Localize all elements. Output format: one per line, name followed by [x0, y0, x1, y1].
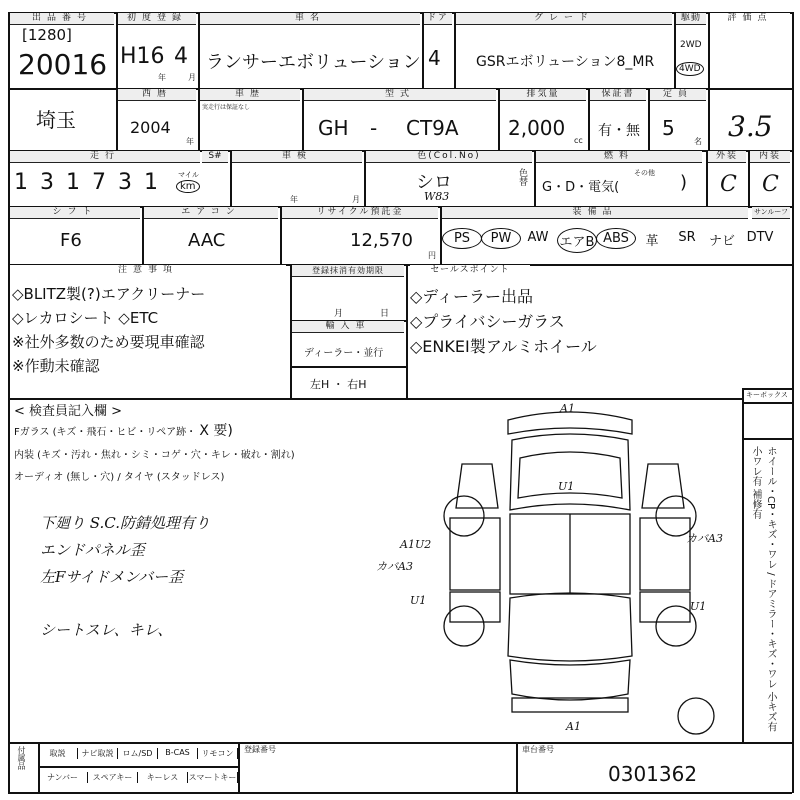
expiry-label: 登録抹消有効期限: [292, 265, 404, 277]
shaken-month-unit: 月: [352, 195, 360, 204]
caution-label: 注意事項: [10, 265, 286, 276]
displacement-label: 排気量: [500, 89, 586, 101]
damage-mark: A1U2: [400, 538, 432, 551]
displacement: 2,000: [508, 116, 566, 140]
damage-mark: A1: [560, 402, 575, 415]
prefecture: 埼玉: [36, 108, 76, 132]
grade-label: グレード: [456, 13, 672, 25]
sunroof-label: サンルーフ: [752, 207, 790, 219]
grade: GSRエボリューション8_MR: [476, 54, 655, 70]
sales-list: [410, 284, 597, 359]
model-label: 型式: [304, 89, 496, 101]
fuel-close: ): [680, 172, 688, 193]
border: [8, 792, 792, 794]
drive-4wd: 4WD: [676, 62, 704, 76]
caution-list: [12, 282, 205, 378]
sales-item: ◇プライバシーガラス: [410, 312, 565, 331]
month-unit: 月: [188, 73, 196, 82]
mileage-digit: 3: [40, 170, 54, 195]
border: [648, 88, 650, 150]
rating-score: 3.5: [728, 110, 773, 143]
border: [792, 12, 794, 793]
color-label: 色(Col.No): [366, 151, 532, 163]
inspector-title: < 検査員記入欄 >: [14, 404, 123, 419]
acc-top-row: [38, 748, 238, 759]
int-grade: C: [762, 172, 779, 197]
lot-label: 出品番号: [10, 13, 114, 25]
model-dash: -: [370, 116, 378, 140]
border: [116, 12, 118, 88]
accessory-item: ロム/SD: [118, 748, 158, 759]
sales-label: セールスポイント: [410, 265, 530, 276]
equipment-list: [442, 220, 792, 264]
color: シロ: [416, 172, 452, 193]
accessory-item: ナンバー: [38, 772, 88, 783]
equipment-item: 革: [645, 234, 659, 249]
border: [142, 206, 144, 264]
border: [516, 742, 518, 792]
equipment-item: PW: [481, 228, 521, 249]
border: [290, 366, 406, 368]
yen-unit: 円: [428, 251, 436, 260]
acc-bottom-row: [38, 772, 238, 783]
border: [748, 150, 750, 206]
equipment-item: ナビ: [708, 234, 735, 249]
ac: AAC: [188, 230, 226, 251]
handwritten-note: 左Fサイドメンバー歪: [40, 568, 184, 586]
shaken-year-unit: 年: [290, 195, 298, 204]
mileage-digit: 1: [144, 170, 158, 195]
handwritten-note: 下廻り S.C.防錆処理有り: [40, 514, 210, 532]
mileage-digit: 1: [66, 170, 80, 195]
capacity: 5: [662, 116, 675, 140]
equip-label: 装備品: [442, 207, 748, 219]
mileage-digit: 3: [118, 170, 132, 195]
equipment-item: SR: [678, 230, 696, 245]
caution-item: ※社外多数のため要現車確認: [12, 333, 205, 351]
drive-2wd: 2WD: [680, 40, 702, 50]
fuel: G・D・電気(: [542, 180, 620, 195]
lot-number: 20016: [18, 48, 108, 81]
recycle: 12,570: [350, 230, 413, 251]
shift-label: シフト: [10, 207, 140, 219]
color-change: 色替: [517, 168, 527, 186]
border: [498, 88, 500, 150]
accessory-item: 取説: [38, 748, 78, 759]
ac-label: エアコン: [144, 207, 278, 219]
damage-mark: U1: [558, 480, 575, 493]
chassis-note: 実走行は保証なし: [202, 104, 251, 111]
accessory-item: リモコン: [198, 748, 238, 759]
sharp-label: S#: [202, 151, 228, 163]
equipment-item: PS: [442, 228, 482, 249]
accessory-item: スマートキー: [188, 773, 237, 782]
damage-legend: ホイール・CP・キズ・ワレ / ドアミラー・キズ・ワレ 小キズ有 小ワレ有 補修有: [750, 446, 776, 732]
equipment-item: エアB: [557, 228, 597, 253]
damage-mark: A1: [566, 720, 581, 733]
border: [534, 150, 536, 206]
first-reg-month: 4: [174, 44, 188, 69]
accessory-item: キーレス: [138, 772, 188, 783]
car-name-label: 車名: [200, 13, 420, 25]
glass-text: Fガラス (キズ・飛石・ヒビ・リペア跡・: [14, 427, 197, 438]
border: [364, 150, 366, 206]
recycle-label: リサイクル預託金: [282, 207, 438, 219]
frame-label: 車台番号: [522, 745, 554, 754]
warranty: 有・無: [598, 123, 640, 139]
inspector-handwriting: [40, 510, 210, 644]
border: [742, 388, 744, 742]
expiry-month: 月: [334, 309, 344, 319]
border: [422, 12, 424, 88]
border: [238, 742, 240, 792]
caution-item: ◇BLITZ製(?)エアクリーナー: [12, 285, 206, 303]
color-code: W83: [424, 190, 450, 203]
border: [198, 88, 200, 150]
ext-grade: C: [720, 172, 737, 197]
fuel-label: 燃料: [536, 151, 702, 163]
border: [742, 438, 792, 440]
border: [230, 150, 232, 206]
frame-number: 0301362: [608, 762, 698, 786]
border: [708, 12, 710, 150]
handwritten-note: シートスレ、キレ、: [40, 621, 173, 639]
car-diagram: [376, 398, 740, 742]
caution-item: ※作動未確認: [12, 357, 100, 375]
damage-mark: U1: [690, 600, 707, 613]
km-unit: km: [176, 180, 200, 193]
keybox-label: キーボックス: [746, 391, 788, 399]
reg-no-label: 登録番号: [244, 745, 276, 754]
model-code: CT9A: [406, 116, 459, 140]
mileage-label: 走行: [10, 151, 200, 163]
int-label: 内装: [750, 151, 790, 163]
western-year: 2004: [130, 118, 171, 137]
handwritten-note: エンドパネル歪: [40, 541, 145, 559]
border: [454, 12, 456, 88]
accessory-item: スペアキー: [88, 772, 138, 783]
western-year-label: 西暦: [118, 89, 196, 101]
cc-unit: cc: [574, 136, 583, 145]
door-label: ドア: [424, 13, 452, 25]
border: [302, 88, 304, 150]
mile-unit: マイル: [178, 171, 199, 179]
mileage-digit: 7: [92, 170, 106, 195]
border: [280, 206, 282, 264]
border: [406, 264, 408, 398]
border: [674, 12, 676, 88]
damage-mark: カバA3: [376, 560, 413, 573]
chassis-label: 車歴: [200, 89, 300, 101]
audio-line: オーディオ (無し・穴) / タイヤ (スタッドレス): [14, 472, 225, 483]
border: [38, 766, 238, 768]
import-value: ディーラー・並行: [304, 348, 384, 359]
shaken-label: 車検: [232, 151, 362, 163]
capacity-unit: 名: [694, 137, 702, 146]
handle-side: 左H ・ 右H: [310, 378, 367, 391]
sales-item: ◇ディーラー出品: [410, 287, 534, 306]
glass-line: [14, 420, 233, 440]
lot-code: [1280]: [22, 26, 72, 44]
sales-item: ◇ENKEI製アルミホイール: [410, 337, 597, 356]
doors: 4: [428, 46, 441, 70]
border: [742, 402, 792, 404]
rating-label: 評価点: [710, 13, 790, 24]
mileage: [14, 170, 170, 195]
border: [8, 12, 10, 793]
interior-line: 内装 (キズ・汚れ・焦れ・シミ・コゲ・穴・キレ・破れ・割れ): [14, 450, 295, 461]
border: [116, 88, 118, 150]
damage-mark: U1: [410, 594, 427, 607]
drive-label: 駆動: [676, 13, 706, 25]
border: [588, 88, 590, 150]
equipment-item: AW: [527, 230, 549, 245]
shift: F6: [60, 230, 82, 251]
import-label: 輸入車: [292, 321, 404, 333]
fuel-other: その他: [634, 169, 655, 177]
border: [8, 742, 792, 744]
western-year-unit: 年: [186, 137, 194, 146]
border: [198, 12, 200, 88]
equipment-item: ABS: [596, 228, 636, 249]
acc-label: 付属品: [17, 746, 26, 770]
caution-item: ◇レカロシート ◇ETC: [12, 309, 159, 327]
accessory-item: B-CAS: [158, 748, 198, 759]
damage-mark: カバA3: [686, 532, 723, 545]
expiry-day: 日: [380, 309, 390, 319]
year-unit: 年: [158, 73, 166, 82]
mileage-digit: 1: [14, 170, 28, 195]
equipment-item: DTV: [746, 230, 774, 245]
ext-label: 外装: [708, 151, 746, 163]
glass-mark: X 要): [199, 423, 233, 439]
car-name: ランサーエボリューション: [206, 52, 421, 73]
border: [706, 150, 708, 206]
model-prefix: GH: [318, 116, 349, 140]
warranty-label: 保証書: [590, 89, 646, 101]
first-reg-year: H16: [120, 44, 165, 69]
first-reg-label: 初度登録: [118, 13, 196, 25]
capacity-label: 定員: [650, 89, 706, 101]
accessory-item: ナビ取説: [78, 748, 118, 759]
